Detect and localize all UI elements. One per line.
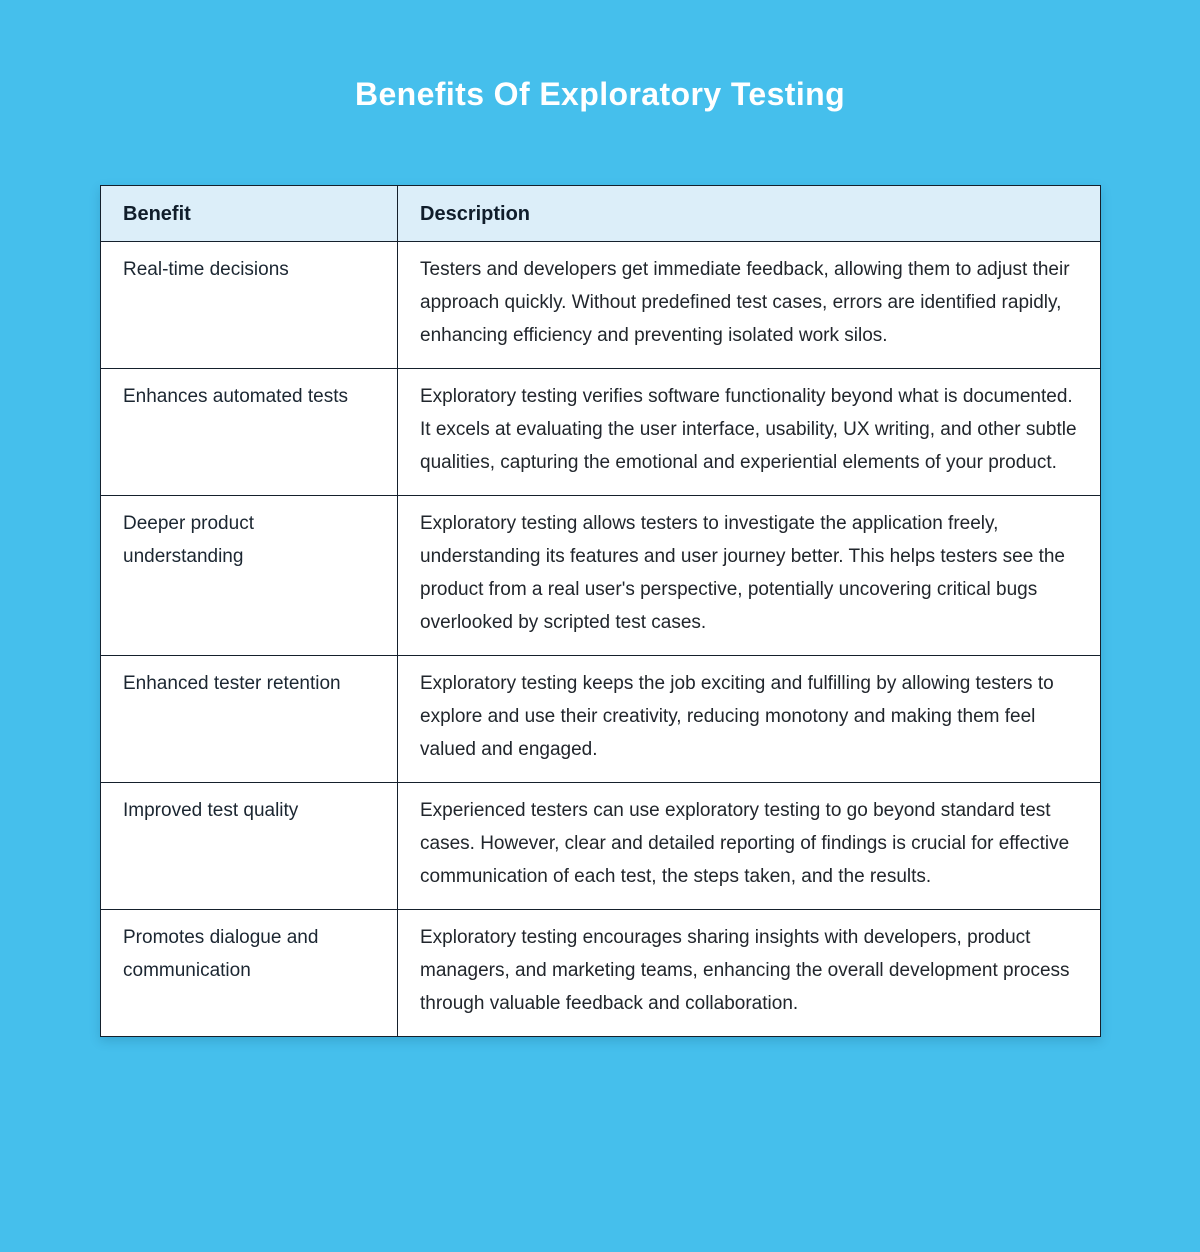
benefit-cell: Promotes dialogue and communication: [101, 910, 398, 1037]
table-row: [101, 656, 1101, 783]
table-row: [101, 910, 1101, 1037]
table-row: [101, 783, 1101, 910]
column-header-benefit: Benefit: [101, 186, 398, 242]
table-row: [101, 242, 1101, 369]
benefit-cell: Improved test quality: [101, 783, 398, 910]
description-cell: Experienced testers can use exploratory testing to go beyond standard test cases. However, clear and detailed reporting of findings is crucial for effective communication of each test, the steps taken, and the results.: [398, 783, 1101, 910]
benefit-cell: Enhanced tester retention: [101, 656, 398, 783]
header-row: [101, 186, 1101, 242]
description-cell: Exploratory testing allows testers to investigate the application freely, understanding its features and user journey better. This helps testers see the product from a real user's perspective, potentially uncovering critical bugs overlooked by scripted test cases.: [398, 496, 1101, 656]
description-cell: Exploratory testing keeps the job exciting and fulfilling by allowing testers to explore and use their creativity, reducing monotony and making them feel valued and engaged.: [398, 656, 1101, 783]
benefits-table: [100, 185, 1101, 1037]
table-row: [101, 496, 1101, 656]
benefit-cell: Real-time decisions: [101, 242, 398, 369]
benefit-cell: Enhances automated tests: [101, 369, 398, 496]
description-cell: Testers and developers get immediate feedback, allowing them to adjust their approach quickly. Without predefined test cases, errors are identified rapidly, enhancing efficiency and preventing isolated work silos.: [398, 242, 1101, 369]
column-header-description: Description: [398, 186, 1101, 242]
table-row: [101, 369, 1101, 496]
description-cell: Exploratory testing verifies software functionality beyond what is documented. It excels at evaluating the user interface, usability, UX writing, and other subtle qualities, capturing the emotional and experiential elements of your product.: [398, 369, 1101, 496]
page-title: Benefits Of Exploratory Testing: [354, 76, 846, 112]
benefit-cell: Deeper product understanding: [101, 496, 398, 656]
description-cell: Exploratory testing encourages sharing insights with developers, product managers, and marketing teams, enhancing the overall development process through valuable feedback and collaboration.: [398, 910, 1101, 1037]
